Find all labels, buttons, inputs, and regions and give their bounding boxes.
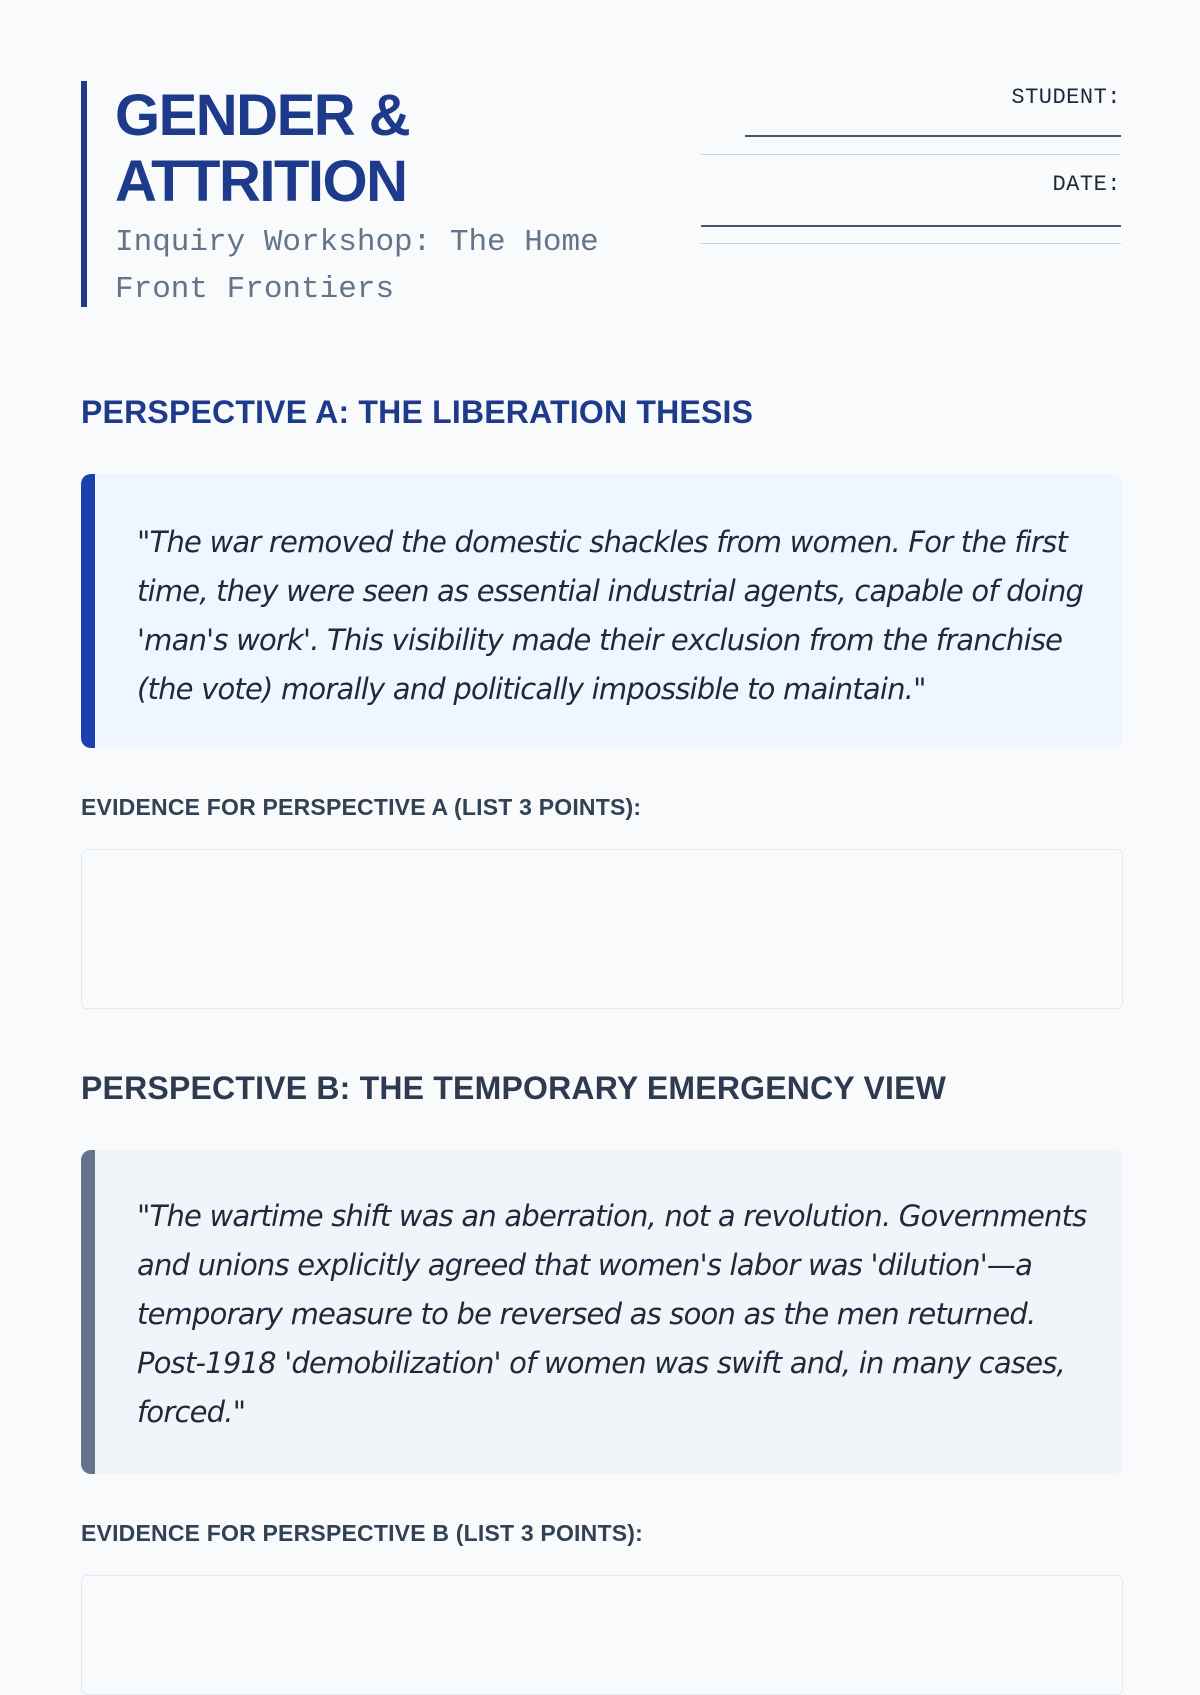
- perspective-a-heading: PERSPECTIVE A: THE LIBERATION THESIS: [81, 394, 754, 430]
- title-line-1: GENDER &: [115, 83, 410, 148]
- worksheet-title: [115, 81, 641, 215]
- student-row: [701, 81, 1121, 155]
- perspective-b-heading: PERSPECTIVE B: THE TEMPORARY EMERGENCY VIEW: [81, 1070, 947, 1106]
- date-label: DATE:: [1052, 172, 1121, 197]
- perspective-a-section: [81, 392, 1123, 1009]
- perspective-b-evidence-label: EVIDENCE FOR PERSPECTIVE B (LIST 3 POINTS):: [81, 1520, 643, 1546]
- date-row: [701, 155, 1121, 244]
- student-label: STUDENT:: [1011, 85, 1121, 110]
- worksheet-header: [81, 81, 1121, 307]
- perspective-b-section: [81, 1068, 1123, 1695]
- perspective-b-quote-box: [81, 1150, 1123, 1474]
- perspective-a-quote-box: [81, 474, 1123, 748]
- perspective-a-evidence-label: EVIDENCE FOR PERSPECTIVE A (LIST 3 POINTS):: [81, 794, 642, 820]
- student-meta: [701, 81, 1121, 244]
- perspective-b-quote: "The wartime shift was an aberration, not a revolution. Governments and unions explicitly agreed that women's labor was 'dilution'—a temporary measure to be reversed as soon as the men returned. Post-1918 'demobilization' of women was swift and, in many cases, forced.": [137, 1199, 1087, 1429]
- title-line-2: ATTRITION: [115, 149, 407, 214]
- perspective-a-quote: "The war removed the domestic shackles from women. For the first time, they were seen as essential industrial agents, capable of doing 'man's work'. This visibility made their exclusion from the franchise (the vote) morally and politically impossible to maintain.": [137, 525, 1084, 706]
- date-field[interactable]: [701, 225, 1121, 227]
- title-block: [81, 81, 641, 307]
- student-name-field[interactable]: [745, 135, 1121, 137]
- perspective-b-evidence-field[interactable]: [81, 1575, 1123, 1695]
- perspective-a-evidence-field[interactable]: [81, 849, 1123, 1009]
- worksheet-subtitle: Inquiry Workshop: The Home Front Frontiers: [115, 225, 599, 307]
